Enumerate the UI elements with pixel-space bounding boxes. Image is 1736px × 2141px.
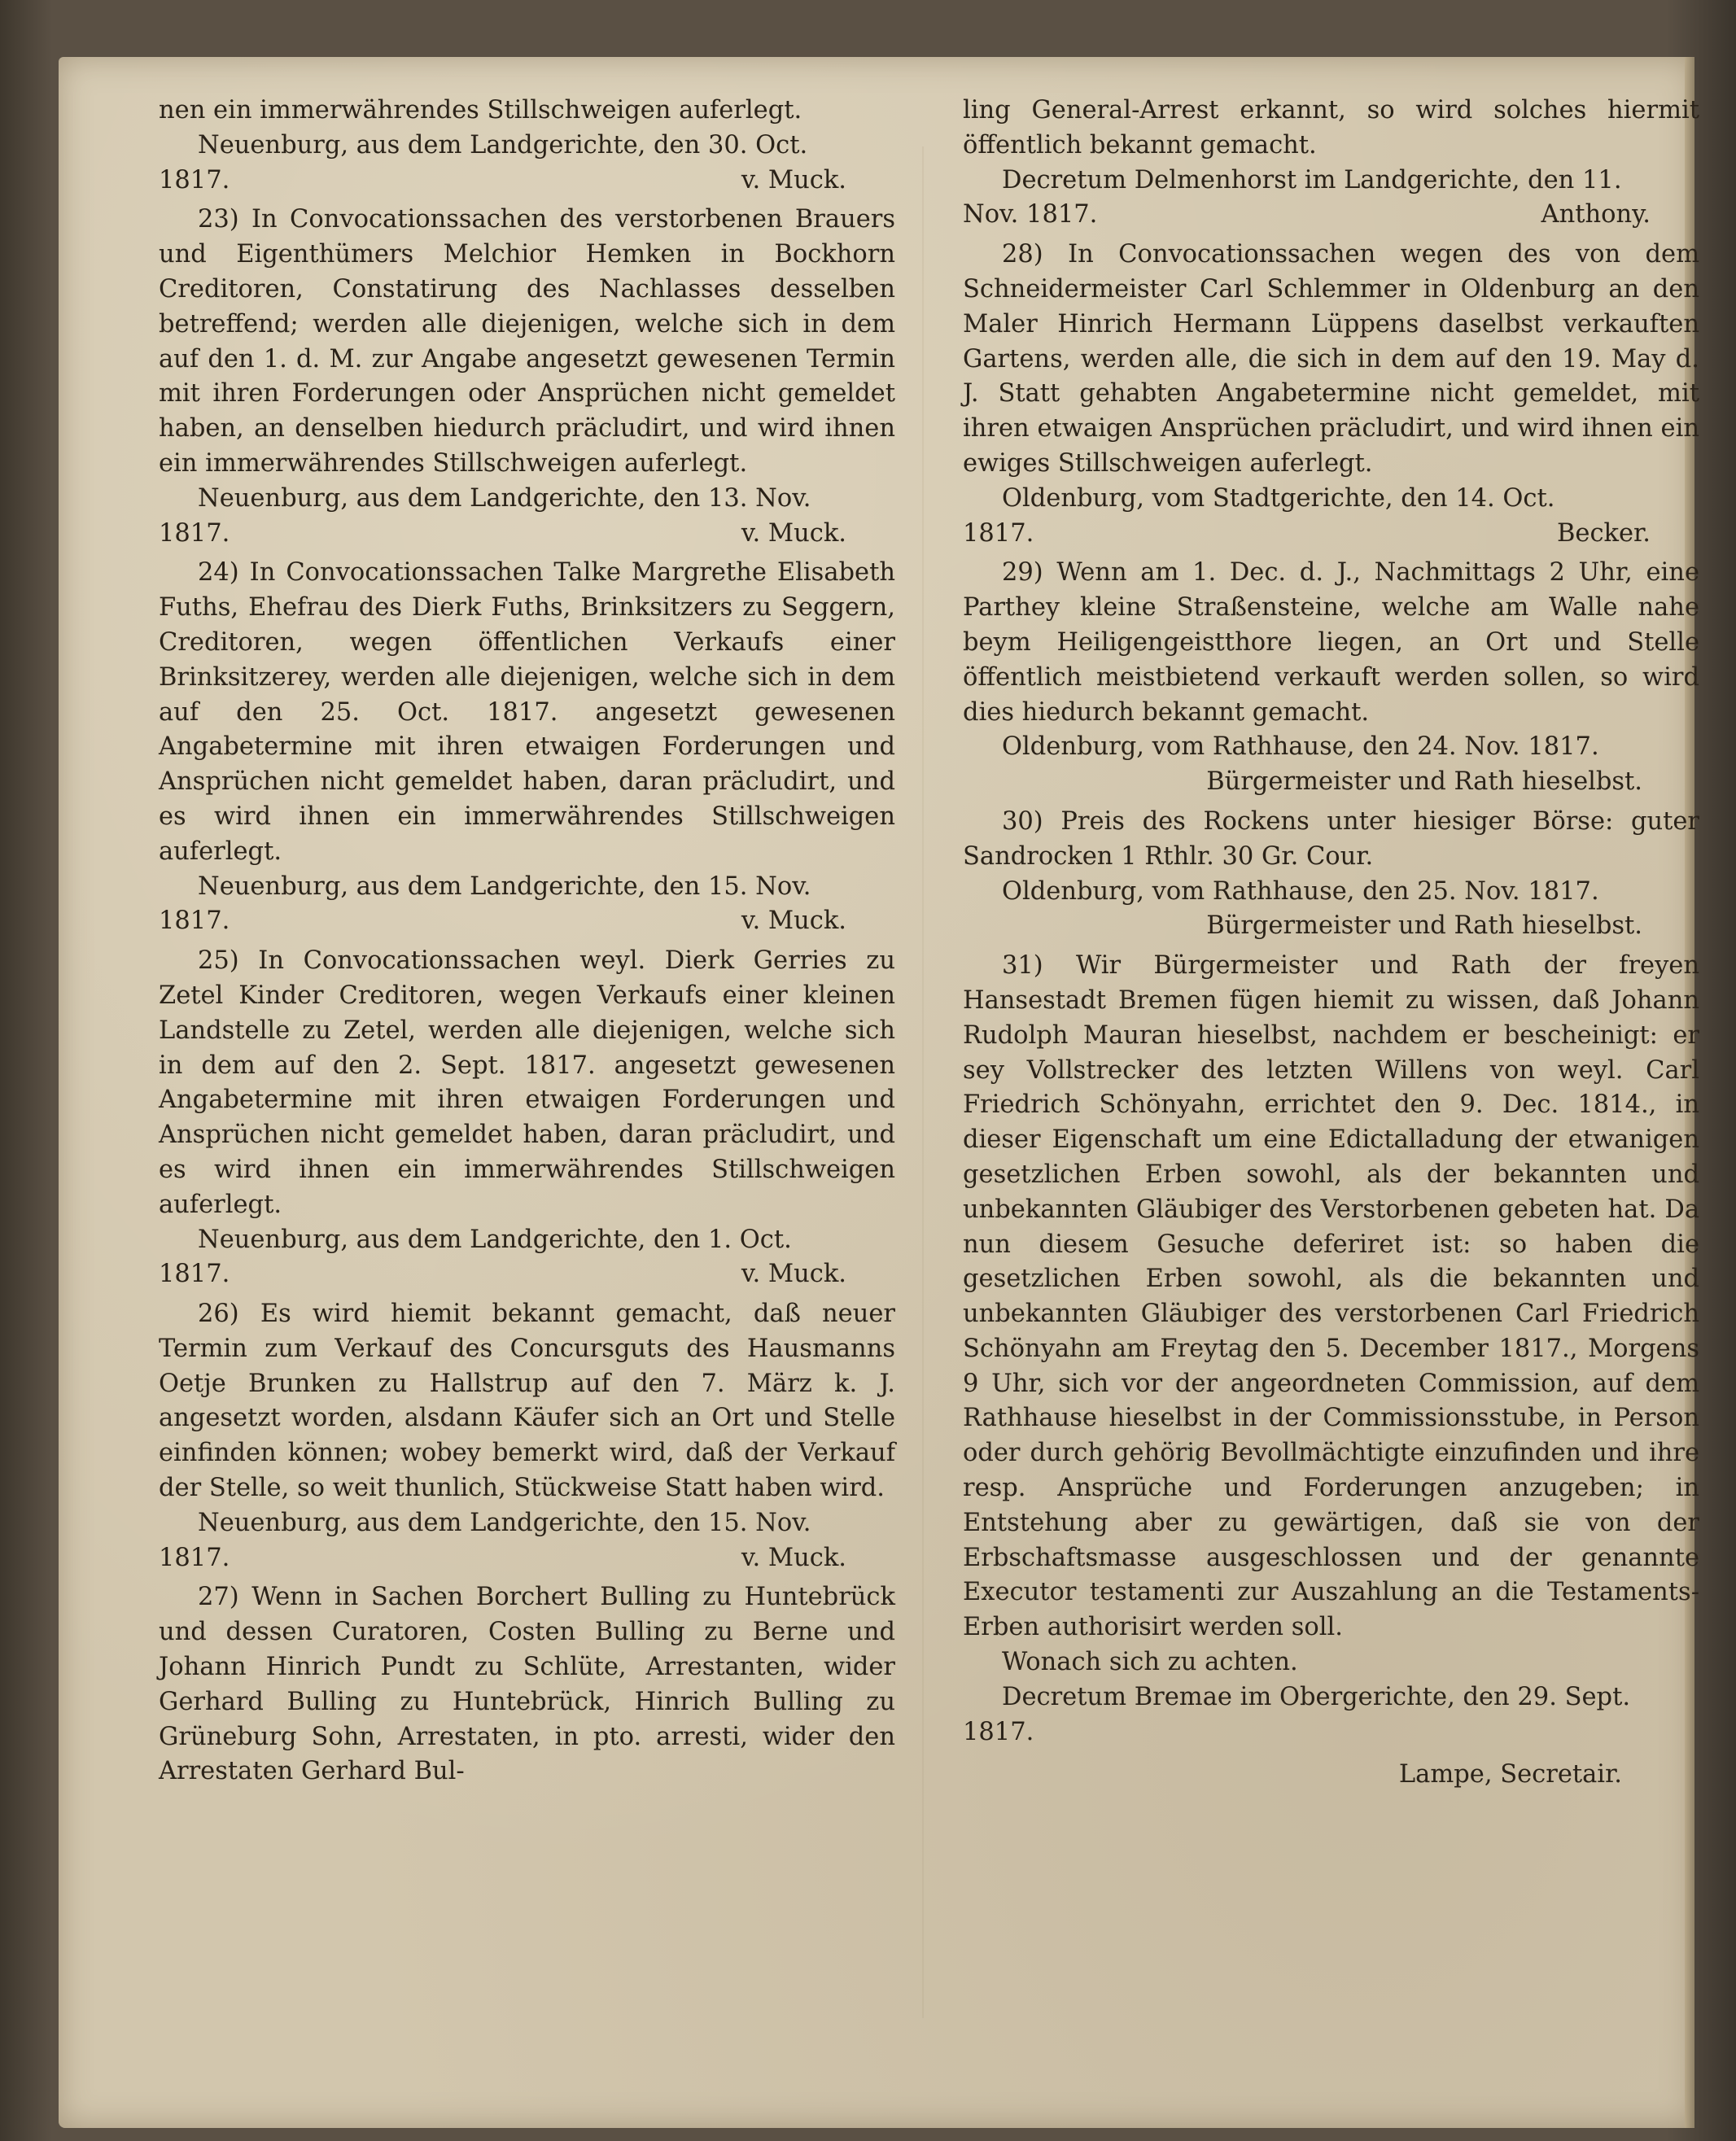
text-line: 1817. <box>963 1717 1034 1746</box>
signature-line <box>963 517 1699 552</box>
signatory-name: v. Muck. <box>741 165 846 194</box>
signature-line <box>159 164 895 199</box>
signatory-name: v. Muck. <box>741 518 846 548</box>
place-date-line: Decretum Bremae im Obergerichte, den 29. Sept. <box>1002 1682 1631 1711</box>
notice-paragraph: 27) Wenn in Sachen Borchert Bulling zu Huntebrück und dessen Curatoren, Costen Bulling zu Berne und Johann Hinrich Pundt zu Schlüte, Arrestanten, wider Gerhard Bulling zu Huntebrück, Hinrich Bulling zu Grüneburg Sohn, Arrestaten, in pto. arresti, wider den Arrestaten Gerhard Bul- <box>159 1583 895 1786</box>
signature-line <box>159 1257 895 1292</box>
right-column <box>963 94 1699 1793</box>
signatory-name: v. Muck. <box>741 907 846 936</box>
signatory-name: Becker. <box>1556 518 1651 548</box>
date-year: Nov. 1817. <box>963 200 1098 229</box>
column-gutter <box>922 146 924 2018</box>
place-date-line: Neuenburg, aus dem Landgerichte, den 13. Nov. <box>198 483 811 513</box>
date-year: 1817. <box>963 518 1034 548</box>
date-year: 1817. <box>159 165 230 194</box>
notice-paragraph: 23) In Convocationssachen des verstorbenen Brauers und Eigenthümers Melchior Hemken in Bockhorn Creditoren, Constatirung des Nachlasses desselben betreffend; werden alle diejenigen, welche sich in dem auf den 1. d. M. zur Angabe angesetzt gewesenen Termin mit ihren Forderungen oder Ansprüchen nicht gemeldet haben, an denselben hiedurch präcludirt, und wird ihnen ein immerwährendes Stillschweigen auferlegt. <box>159 205 895 478</box>
notice-paragraph: 28) In Convocationssachen wegen des von dem Schneidermeister Carl Schlemmer in Oldenburg an den Maler Hinrich Hermann Lüppens daselbst verkauften Gartens, werden alle, die sich in dem auf den 19. May d. J. Statt gehabten Angabetermine nicht gemeldet, mit ihren etwaigen Ansprüchen präcludirt, und wird ihnen ein ewiges Stillschweigen auferlegt. <box>963 240 1699 478</box>
signature-line <box>963 198 1699 233</box>
text-line: ling General-Arrest erkannt, so wird solches hiermit öffentlich bekannt gemacht. <box>963 96 1699 159</box>
issuer-name: Bürgermeister und Rath hieselbst. <box>1206 911 1642 941</box>
notice-paragraph: 29) Wenn am 1. Dec. d. J., Nachmittags 2 Uhr, eine Parthey kleine Straßensteine, welche am Walle nahe beym Heiligengeistthore liegen, an Ort und Stelle öffentlich meistbietend verkauft werden sollen, so wird dies hiedurch bekannt gemacht. <box>963 558 1699 727</box>
issuer-name: Lampe, Secretair. <box>1398 1760 1622 1789</box>
notice-paragraph: 30) Preis des Rockens unter hiesiger Börse: guter Sandrocken 1 Rthlr. 30 Gr. Cour. <box>963 806 1699 871</box>
text-line: nen ein immerwährendes Stillschweigen auferlegt. <box>159 96 802 125</box>
issuer-name: Bürgermeister und Rath hieselbst. <box>1206 767 1642 797</box>
notice-paragraph: 24) In Convocationssachen Talke Margrethe Elisabeth Fuths, Ehefrau des Dierk Fuths, Brinksitzers zu Seggern, Creditoren, wegen öffentlichen Verkaufs einer Brinksitzerey, werden alle diejenigen, welche sich in dem auf den 25. Oct. 1817. angesetzt gewesenen Angabetermine mit ihren etwaigen Forderungen und Ansprüchen nicht gemeldet haben, daran präcludirt, und es wird ihnen ein immerwährendes Stillschweigen auferlegt. <box>159 558 895 866</box>
signature-line <box>159 1541 895 1576</box>
signature-line <box>159 517 895 552</box>
place-date-line: Neuenburg, aus dem Landgerichte, den 1. Oct. <box>198 1225 792 1254</box>
date-year: 1817. <box>159 907 230 936</box>
signatory-name: Anthony. <box>1541 200 1651 229</box>
signatory-name: v. Muck. <box>741 1260 846 1289</box>
date-year: 1817. <box>159 518 230 548</box>
left-column <box>159 94 895 1789</box>
signatory-name: v. Muck. <box>741 1543 846 1572</box>
place-date-line: Decretum Delmenhorst im Landgerichte, den 11. <box>1002 165 1622 194</box>
notice-paragraph: 26) Es wird hiemit bekannt gemacht, daß neuer Termin zum Verkauf des Concursguts des Hausmanns Oetje Brunken zu Hallstrup auf den 7. März k. J. angesetzt worden, alsdann Käufer sich an Ort und Stelle einfinden können; wobey bemerkt wird, daß der Verkauf der Stelle, so weit thunlich, Stückweise Statt haben wird. <box>159 1300 895 1503</box>
date-year: 1817. <box>159 1543 230 1572</box>
notice-paragraph: 25) In Convocationssachen weyl. Dierk Gerries zu Zetel Kinder Creditoren, wegen Verkaufs einer kleinen Landstelle zu Zetel, werden alle diejenigen, welche sich in dem auf den 2. Sept. 1817. angesetzt gewesenen Angabetermine mit ihren etwaigen Forderungen und Ansprüchen nicht gemeldet haben, daran präcludirt, und es wird ihnen ein immerwährendes Stillschweigen auferlegt. <box>159 946 895 1219</box>
place-date-line: Neuenburg, aus dem Landgerichte, den 15. Nov. <box>198 1508 811 1537</box>
place-date-line: Neuenburg, aus dem Landgerichte, den 30. Oct. <box>198 130 808 159</box>
notice-paragraph: 31) Wir Bürgermeister und Rath der freyen Hansestadt Bremen fügen hiemit zu wissen, daß Johann Rudolph Mauran hieselbst, nachdem er bescheinigt: er sey Vollstrecker des letzten Willens von weyl. Carl Friedrich Schönyahn, errichtet den 9. Dec. 1814., in dieser Eigenschaft um eine Edictalladung der etwanigen gesetzlichen Erben sowohl, als der bekannten und unbekannten Gläubiger des Verstorbenen gebeten hat. Da nun diesem Gesuche deferiret ist: so haben die gesetzlichen Erben sowohl, als die bekannten und unbekannten Gläubiger des verstorbenen Carl Friedrich Schönyahn am Freytag den 5. December 1817., Morgens 9 Uhr, sich vor der angeordneten Commission, auf dem Rathhause hieselbst in der Commissionsstube, in Person oder durch gehörig Bevollmächtigte einzufinden und ihre resp. Ansprüche und Forderungen anzugeben; in Entstehung aber zu gewärtigen, daß sie von der Erbschaftsmasse ausgeschlossen und der genannte Executor testamenti zur Auszahlung an die Testaments-Erben authorisirt werden soll. <box>963 951 1699 1642</box>
date-year: 1817. <box>159 1260 230 1289</box>
signature-line <box>159 904 895 939</box>
place-date-line: Oldenburg, vom Stadtgerichte, den 14. Oct. <box>1002 483 1555 513</box>
place-date-line: Oldenburg, vom Rathhause, den 25. Nov. 1817. <box>1002 876 1599 906</box>
place-date-line: Wonach sich zu achten. <box>1002 1648 1298 1677</box>
place-date-line: Neuenburg, aus dem Landgerichte, den 15. Nov. <box>198 872 811 901</box>
place-date-line: Oldenburg, vom Rathhause, den 24. Nov. 1817. <box>1002 732 1599 762</box>
